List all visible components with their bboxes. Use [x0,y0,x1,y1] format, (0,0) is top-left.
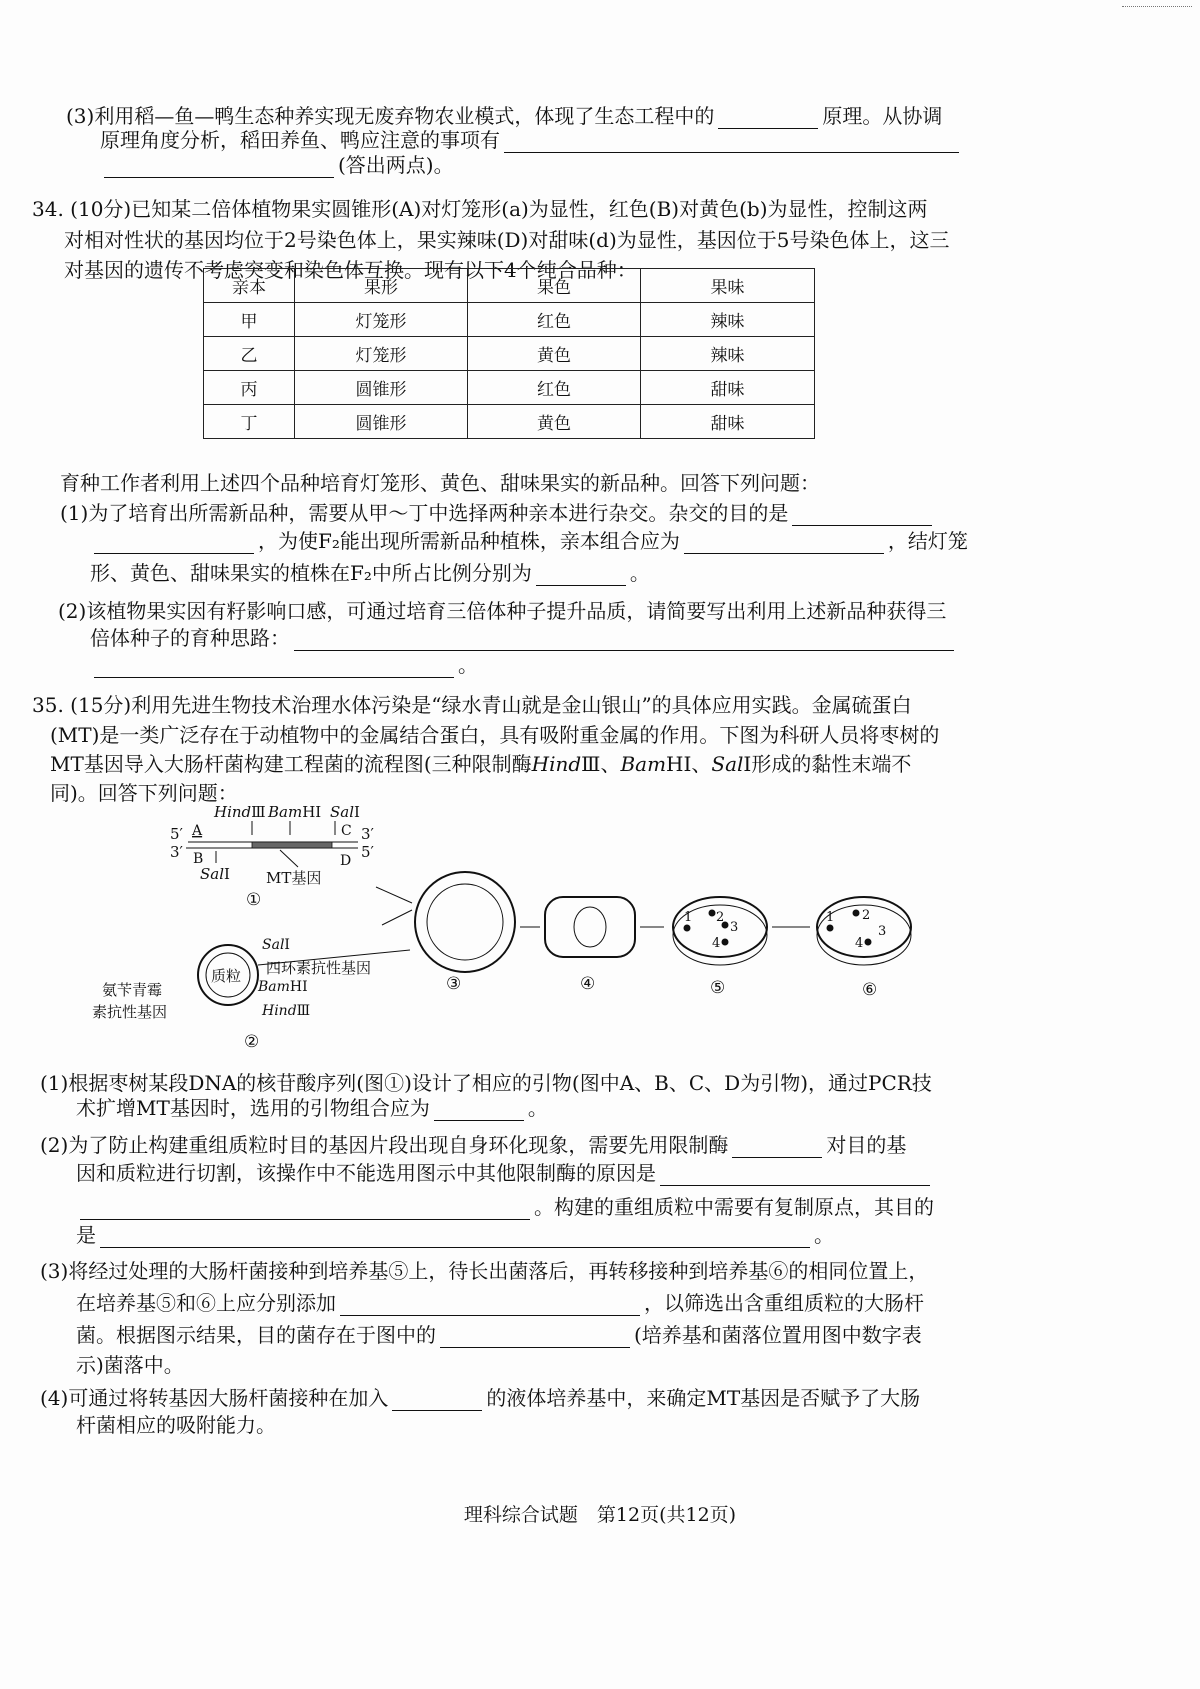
q35-stem-1: 35. (15分)利用先进生物技术治理水体污染是“绿水青山就是金山银山”的具体应用实践。金属硫蛋白 [32,693,912,717]
culture-dish-5 [673,897,810,998]
header-cell: 果味 [641,269,815,303]
q34-2-line3: 。 [90,652,478,678]
svg-text:3′: 3′ [361,825,374,843]
q35-3-line2: 在培养基⑤和⑥上应分别添加 ，以筛选出含重组质粒的大肠杆 [76,1291,924,1315]
page-footer: 理科综合试题 第12页(共12页) [463,1504,737,1526]
table-row [204,337,815,371]
svg-text:MT基因: MT基因 [266,869,322,887]
svg-text:D: D [340,853,352,869]
cell: 灯笼形 [295,337,468,371]
bacterium-figure [545,897,664,994]
cell: 甲 [204,303,295,337]
q34-1-line3: 形、黄色、甜味果实的植株在F₂中所占比例分别为 。 [90,561,650,585]
q35-stem-2: (MT)是一类广泛存在于动植物中的金属结合蛋白，具有吸附重金属的作用。下图为科研人员将枣树的 [50,723,940,747]
cell: 圆锥形 [295,371,468,405]
svg-text:C: C [341,823,352,839]
svg-text:4: 4 [855,936,864,951]
answer-blank[interactable] [660,1165,930,1186]
svg-text:2: 2 [862,908,871,923]
svg-text:氨苄青霉: 氨苄青霉 [102,981,163,999]
cell: 灯笼形 [295,303,468,337]
q33-3-line1: (3)利用稻—鱼—鸭生态种养实现无废弃物农业模式，体现了生态工程中的 原理。从协调 [66,104,943,128]
svg-text:⑤: ⑤ [710,978,726,998]
q35-1-line2: 术扩增MT基因时，选用的引物组合应为 。 [76,1096,548,1120]
q35-3-line1: (3)将经过处理的大肠杆菌接种到培养基⑤上，待长出菌落后，再转移接种到培养基⑥的相同位置上， [40,1259,929,1283]
header-cell: 果形 [295,269,468,303]
answer-blank[interactable] [792,505,932,526]
varieties-table [203,268,815,439]
cell: 甜味 [641,405,815,439]
svg-text:⑥: ⑥ [862,980,878,1000]
cell: 圆锥形 [295,405,468,439]
svg-text:4: 4 [712,936,721,951]
table-header-row [204,269,815,303]
q34-2-line2: 倍体种子的育种思路： [90,625,958,651]
cell: 甜味 [641,371,815,405]
svg-text:①: ① [246,890,262,910]
svg-text:HindⅢ: HindⅢ [262,1003,311,1019]
svg-text:3: 3 [878,924,887,939]
cell: 辣味 [641,303,815,337]
cell: 乙 [204,337,295,371]
answer-blank[interactable] [732,1137,822,1158]
answer-blank[interactable] [100,1227,810,1248]
svg-text:5′: 5′ [361,843,374,861]
svg-text:BamHⅠ: BamHⅠ [268,803,322,821]
svg-text:3′: 3′ [170,843,183,861]
q34-stem-1: 34. (10分)已知某二倍体植物果实圆锥形(A)对灯笼形(a)为显性，红色(B)对黄色(b)为显性，控制这两 [32,197,928,221]
table-row [204,371,815,405]
svg-text:1: 1 [684,910,693,925]
q34-1-line2: ，为使F₂能出现所需新品种植株，亲本组合应为 ，结灯笼 [90,528,968,554]
svg-text:SalⅠ: SalⅠ [330,803,360,821]
q35-2-line2: 因和质粒进行切割，该操作中不能选用图示中其他限制酶的原因是 [76,1160,934,1186]
q34-1-line1: (1)为了培育出所需新品种，需要从甲～丁中选择两种亲本进行杂交。杂交的目的是 [60,500,936,526]
q35-2-line3: 。构建的重组质粒中需要有复制原点，其目的 [76,1194,934,1220]
cell: 黄色 [468,405,641,439]
answer-blank[interactable] [434,1100,524,1121]
svg-text:④: ④ [580,974,596,994]
q35-stem-4: 同)。回答下列问题： [50,781,238,805]
svg-text:5′: 5′ [170,825,183,843]
q34-2-line1: (2)该植物果实因有籽影响口感，可通过培育三倍体种子提升品质，请简要写出利用上述新品种获得三 [58,599,947,623]
answer-blank[interactable] [392,1390,482,1411]
culture-dish-6 [817,897,911,1000]
scan-mark [1122,6,1192,7]
answer-blank[interactable] [718,108,818,129]
q35-2-line4: 是 。 [76,1223,834,1247]
svg-text:1: 1 [826,910,835,925]
svg-text:SalⅠ: SalⅠ [262,937,290,953]
svg-text:BamHⅠ: BamHⅠ [258,979,308,995]
svg-text:四环素抗性基因: 四环素抗性基因 [266,959,372,977]
q35-4-line1: (4)可通过将转基因大肠杆菌接种在加入 的液体培养基中，来确定MT基因是否赋予了大肠 [40,1386,921,1410]
header-cell: 亲本 [204,269,295,303]
answer-blank[interactable] [94,657,454,678]
cell: 丁 [204,405,295,439]
svg-text:SalⅠ: SalⅠ [200,865,230,883]
q33-3-line2: 原理角度分析，稻田养鱼、鸭应注意的事项有 [100,127,963,153]
answer-blank[interactable] [684,533,884,554]
q34-stem-3: 对基因的遗传不考虑突变和染色体互换。现有以下4个纯合品种： [64,258,637,282]
svg-text:HindⅢ: HindⅢ [214,803,266,821]
cell: 丙 [204,371,295,405]
table-row [204,405,815,439]
answer-blank[interactable] [80,1199,530,1220]
q35-4-line2: 杆菌相应的吸附能力。 [76,1413,276,1437]
q35-3-line4: 示)菌落中。 [76,1353,184,1377]
svg-text:③: ③ [446,974,462,994]
answer-blank[interactable] [504,132,959,153]
answer-blank[interactable] [340,1295,640,1316]
table-row [204,303,815,337]
svg-text:2: 2 [716,910,725,925]
cloning-flow-diagram [0,795,1200,1065]
answer-blank[interactable] [104,157,334,178]
q35-2-line1: (2)为了防止构建重组质粒时目的基因片段出现自身环化现象，需要先用限制酶 对目的基 [40,1133,907,1157]
q35-3-line3: 菌。根据图示结果，目的菌存在于图中的 (培养基和菌落位置用图中数字表 [76,1323,922,1347]
svg-text:②: ② [244,1032,260,1052]
svg-text:质粒: 质粒 [211,967,242,985]
svg-text:B: B [193,851,204,867]
svg-text:A: A [192,823,203,839]
q34-after-table: 育种工作者利用上述四个品种培育灯笼形、黄色、甜味果实的新品种。回答下列问题： [60,471,820,495]
answer-blank[interactable] [94,533,254,554]
plasmid-figure [92,937,410,1052]
recombinant-plasmid-figure [376,872,540,994]
cell: 红色 [468,371,641,405]
cell: 黄色 [468,337,641,371]
svg-text:3: 3 [730,920,739,935]
q35-1-line1: (1)根据枣树某段DNA的核苷酸序列(图①)设计了相应的引物(图中A、B、C、D为引物)，通过PCR技 [40,1071,932,1095]
answer-blank[interactable] [536,565,626,586]
svg-text:素抗性基因: 素抗性基因 [92,1003,168,1021]
q34-stem-2: 对相对性状的基因均位于2号染色体上，果实辣味(D)对甜味(d)为显性，基因位于5号染色体上，这三 [64,228,950,252]
answer-blank[interactable] [294,630,954,651]
cell: 红色 [468,303,641,337]
dna-fragment-figure [170,803,375,910]
header-cell: 果色 [468,269,641,303]
answer-blank[interactable] [440,1327,630,1348]
q35-stem-3: MT基因导入大肠杆菌构建工程菌的流程图(三种限制酶HindⅢ、BamHⅠ、SalⅠ形成的黏性末端不 [50,752,912,776]
cell: 辣味 [641,337,815,371]
q33-3-line3: (答出两点)。 [100,152,454,178]
